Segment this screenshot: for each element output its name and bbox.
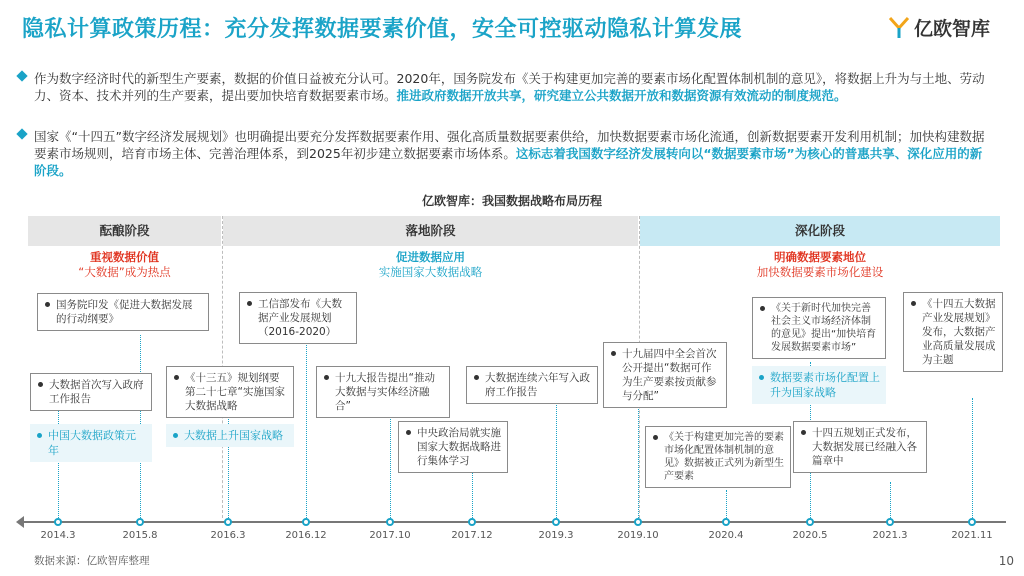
timeline-connector <box>890 482 891 518</box>
tick-label: 2019.10 <box>617 530 659 541</box>
event-text: 《关于新时代加快完善社会主义市场经济体制的意见》提出“加快培育发展数据要素市场” <box>771 303 877 353</box>
tick-label: 2020.5 <box>792 530 828 541</box>
page-number: 10 <box>998 554 1014 568</box>
bullet-dot-icon <box>653 435 658 440</box>
tick-label: 2021.3 <box>872 530 908 541</box>
event-box <box>166 366 294 418</box>
tick-label: 2015.8 <box>122 530 158 541</box>
milestone-text: 数据要素市场化配置上升为国家战略 <box>770 371 880 399</box>
logo <box>888 14 990 41</box>
bullet-highlight: 推进政府数据开放共享，研究建立公共数据开放和数据资源有效流动的制度规范。 <box>396 88 847 103</box>
intro-bullet-1 <box>34 70 994 104</box>
stage-header-brewing: 酝酿阶段 <box>28 216 221 246</box>
tick-label: 2020.4 <box>708 530 744 541</box>
bullet-dot-icon <box>474 375 479 380</box>
event-text: 《十四五大数据产业发展规划》发布，大数据产业高质量发展成为主题 <box>922 298 996 366</box>
timeline-connector <box>556 402 557 518</box>
timeline-line <box>20 521 1006 523</box>
bullet-dot-icon <box>759 375 764 380</box>
bullet-text: 国家《“十四五”数字经济发展规划》也明确提出要充分发挥数据要素作用、强化高质量数据要素供给，加快数据要素市场化流通，创新数据要素开发利用机制；加快构建数据要素市场规则，培育市场主体、完善治理体系，到2025年初步建立数据要素市场体系。 <box>34 129 985 161</box>
bullet-dot-icon <box>406 430 411 435</box>
timeline-dot <box>552 518 560 526</box>
event-box <box>316 366 450 418</box>
chart-title: 亿欧智库：我国数据战略布局历程 <box>421 194 602 208</box>
timeline-dot <box>136 518 144 526</box>
tick-label: 2021.11 <box>951 530 993 541</box>
timeline-dot <box>224 518 232 526</box>
event-text: 工信部发布《大数据产业发展规划（2016-2020） <box>258 298 342 338</box>
event-box <box>466 366 598 404</box>
theme-subheading: 实施国家大数据战略 <box>378 265 483 279</box>
timeline-dot <box>468 518 476 526</box>
event-box <box>603 342 727 408</box>
timeline-dot <box>806 518 814 526</box>
timeline-connector <box>638 402 639 518</box>
logo-text: 亿欧智库 <box>914 18 991 40</box>
yiou-logo-icon <box>888 16 910 40</box>
stage-header-landing: 落地阶段 <box>223 216 638 246</box>
stage-theme-brewing <box>28 250 221 280</box>
bullet-dot-icon <box>45 302 50 307</box>
stage-theme-landing <box>223 250 638 280</box>
event-box <box>37 293 209 331</box>
data-source: 数据来源：亿欧智库整理 <box>34 555 150 567</box>
event-text: 大数据连续六年写入政府工作报告 <box>485 372 590 398</box>
event-box <box>645 426 791 488</box>
diamond-bullet-icon <box>16 70 27 81</box>
event-text: 十四五规划正式发布，大数据发展已经融入各篇章中 <box>812 427 917 467</box>
tick-label: 2014.3 <box>40 530 76 541</box>
bullet-dot-icon <box>173 433 178 438</box>
timeline-dot <box>302 518 310 526</box>
timeline-connector <box>972 398 973 518</box>
event-box <box>30 373 152 411</box>
theme-subheading: “大数据”成为热点 <box>78 265 171 279</box>
tick-label: 2016.12 <box>285 530 327 541</box>
bullet-highlight: 这标志着我国数字经济发展转向以“数据要素市场”为核心的普惠共享、深化应用的新阶段。 <box>34 146 983 178</box>
milestone-highlight <box>166 424 294 447</box>
timeline-dot <box>968 518 976 526</box>
timeline-connector <box>726 490 727 518</box>
tick-label: 2017.12 <box>451 530 493 541</box>
bullet-dot-icon <box>37 433 42 438</box>
milestone-highlight <box>752 366 886 404</box>
bullet-dot-icon <box>611 351 616 356</box>
timeline-dot <box>886 518 894 526</box>
event-text: 十九大报告提出“推动大数据与实体经济融合” <box>335 372 435 412</box>
theme-heading: 明确数据要素地位 <box>774 250 866 264</box>
timeline-connector <box>306 340 307 518</box>
event-box <box>398 421 508 473</box>
timeline-connector <box>390 410 391 518</box>
event-text: 中央政治局就实施国家大数据战略进行集体学习 <box>417 427 501 467</box>
bullet-dot-icon <box>247 301 252 306</box>
bullet-text: 作为数字经济时代的新型生产要素，数据的价值日益被充分认可。2020年，国务院发布《关于构建更加完善的要素市场化配置体制机制的意见》，将数据上升为与土地、劳动力、资本、技术并列的生产要素，提出要加快培育数据要素市场。 <box>34 71 985 103</box>
milestone-text: 中国大数据政策元年 <box>48 429 136 457</box>
timeline-dot <box>634 518 642 526</box>
theme-subheading: 加快数据要素市场化建设 <box>756 265 884 279</box>
bullet-dot-icon <box>801 430 806 435</box>
timeline-dot <box>386 518 394 526</box>
stage-theme-deepening <box>640 250 1000 280</box>
page-title: 隐私计算政策历程：充分发挥数据要素价值，安全可控驱动隐私计算发展 <box>22 17 743 42</box>
bullet-dot-icon <box>174 375 179 380</box>
stage-header-deepening: 深化阶段 <box>640 216 1000 246</box>
event-text: 国务院印发《促进大数据发展的行动纲要》 <box>56 299 193 325</box>
event-text: 《关于构建更加完善的要素市场化配置体制机制的意见》数据被正式列为新型生产要素 <box>664 432 784 482</box>
intro-bullet-2 <box>34 128 994 179</box>
theme-heading: 促进数据应用 <box>396 250 465 264</box>
event-text: 大数据首次写入政府工作报告 <box>49 379 144 405</box>
tick-label: 2017.10 <box>369 530 411 541</box>
tick-label: 2019.3 <box>538 530 574 541</box>
bullet-dot-icon <box>324 375 329 380</box>
event-box <box>239 292 357 344</box>
timeline-connector <box>472 466 473 518</box>
diamond-bullet-icon <box>16 128 27 139</box>
milestone-text: 大数据上升国家战略 <box>184 429 283 442</box>
tick-label: 2016.3 <box>210 530 246 541</box>
event-box <box>903 292 1003 372</box>
event-text: 《十三五》规划纲要第二十七章“实施国家大数据战略 <box>185 372 285 412</box>
event-box <box>793 421 927 473</box>
timeline-axis <box>20 518 1006 526</box>
bullet-dot-icon <box>911 301 916 306</box>
bullet-dot-icon <box>38 382 43 387</box>
milestone-highlight <box>30 424 152 462</box>
event-text: 十九届四中全会首次公开提出“数据可作为生产要素按贡献参与分配” <box>622 348 717 402</box>
timeline-dot <box>54 518 62 526</box>
timeline-dot <box>722 518 730 526</box>
theme-heading: 重视数据价值 <box>90 250 159 264</box>
event-box <box>752 297 886 359</box>
bullet-dot-icon <box>760 306 765 311</box>
